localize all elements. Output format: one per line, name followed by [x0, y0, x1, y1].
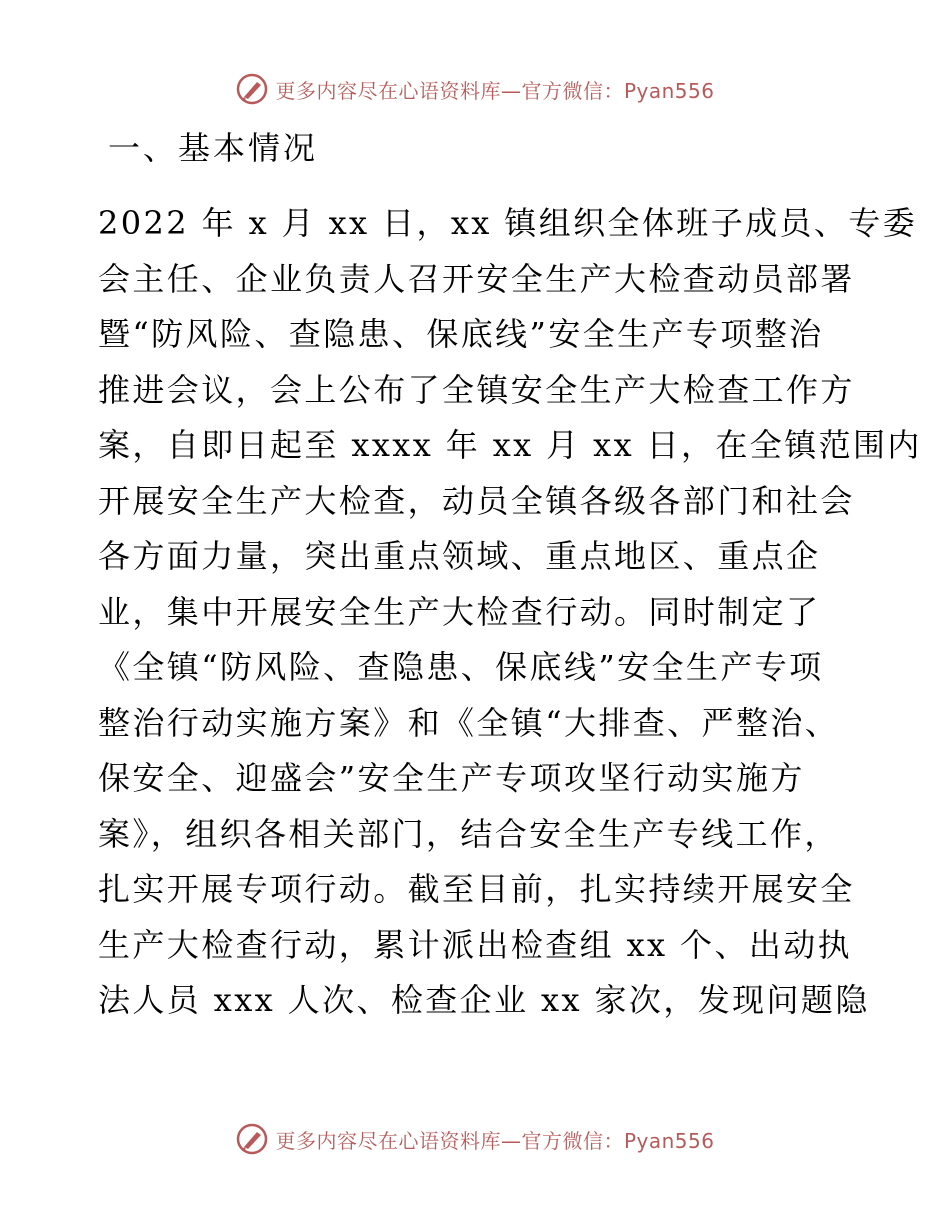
- watermark-text: 更多内容尽在心语资料库—官方微信：Pyan556: [275, 1128, 715, 1153]
- paragraph-line: 保安全、迎盛会”安全生产专项攻坚行动实施方: [98, 759, 805, 797]
- paragraph-line: 开展安全生产大检查，动员全镇各级各部门和社会: [98, 481, 855, 520]
- quill-pen-logo-icon: [235, 1122, 269, 1156]
- footer-watermark: [0, 1122, 950, 1156]
- paragraph-line: 案，自即日起至 xxxx 年 xx 月 xx 日，在全镇范围内: [98, 426, 922, 464]
- paragraph-line: 2022 年 x 月 xx 日，xx 镇组织全体班子成员、专委: [98, 204, 918, 242]
- paragraph-line: 扎实开展专项行动。截至目前，扎实持续开展安全: [98, 870, 855, 908]
- paragraph-line: 整治行动实施方案》和《全镇“大排查、严整治、: [98, 703, 840, 742]
- watermark-text: 更多内容尽在心语资料库—官方微信：Pyan556: [275, 78, 715, 103]
- paragraph-line: 生产大检查行动，累计派出检查组 xx 个、出动执: [98, 925, 853, 964]
- paragraph-line: 案》，组织各相关部门，结合安全生产专线工作，: [98, 814, 839, 853]
- body-paragraph: [98, 196, 922, 1029]
- section-heading: 一、基本情况: [108, 129, 319, 167]
- paragraph-line: 业，集中开展安全生产大检查行动。同时制定了: [98, 592, 821, 631]
- paragraph-line: 会主任、企业负责人召开安全生产大检查动员部署: [98, 259, 855, 298]
- paragraph-line: 各方面力量，突出重点领域、重点地区、重点企: [98, 537, 821, 575]
- paragraph-line: 推进会议，会上公布了全镇安全生产大检查工作方: [98, 370, 855, 409]
- header-watermark: [0, 72, 950, 106]
- paragraph-line: 法人员 xxx 人次、检查企业 xx 家次，发现问题隐: [98, 981, 870, 1019]
- quill-pen-logo-icon: [235, 72, 269, 106]
- paragraph-line: 暨“防风险、查隐患、保底线”安全生产专项整治: [98, 315, 824, 353]
- paragraph-line: 《全镇“防风险、查隐患、保底线”安全生产专项: [98, 648, 824, 686]
